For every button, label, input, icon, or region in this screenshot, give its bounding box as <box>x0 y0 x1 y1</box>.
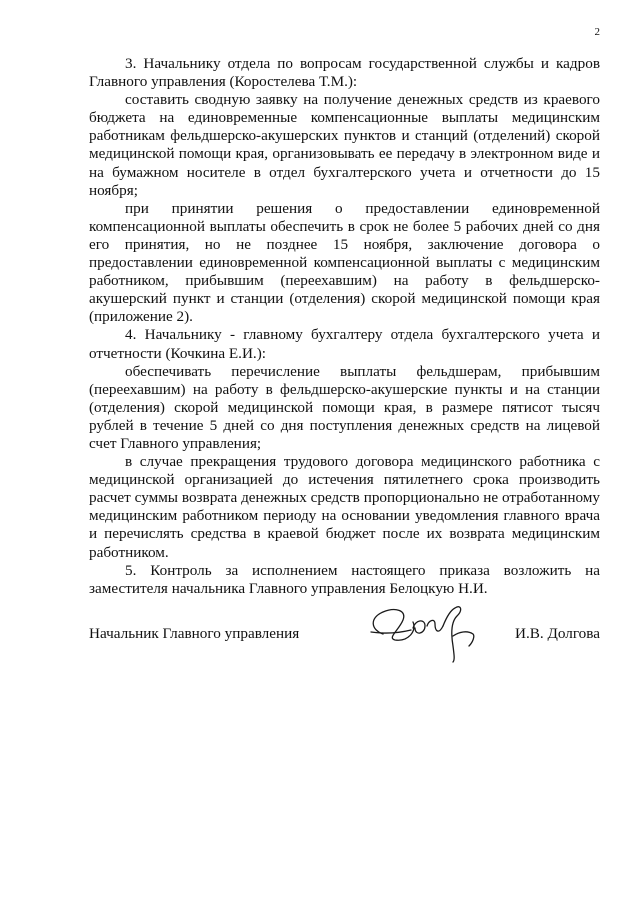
signatory-title: Начальник Главного управления <box>89 625 300 642</box>
paragraph-item-4: 4. Начальнику - главному бухгалтеру отдела бухгалтерского учета и отчетности (Кочкина Е.И.): <box>89 326 600 362</box>
page-number: 2 <box>594 26 600 38</box>
paragraph-subitem: при принятии решения о предоставлении единовременной компенсационной выплаты обеспечить в срок не более 5 рабочих дней со дня его принятия, но не позднее 15 ноября, заключение договора о предоставлении единовременной компенсационной выплаты с медицинским работником, прибывшим (переехавшим) на работу в фельдшерско-акушерский пункт и станции (отделения) скорой медицинской помощи края (приложение 2). <box>89 199 600 326</box>
paragraph-subitem: составить сводную заявку на получение денежных средств из краевого бюджета на единовременные компенсационные выплаты медицинским работникам фельдшерско-акушерских пунктов и станций (отделений) скорой медицинской помощи края, организовывать ее передачу в электронном виде и на бумажном носителе в отдел бухгалтерского учета и отчетности до 15 ноября; <box>89 91 600 199</box>
paragraph-subitem: обеспечивать перечисление выплаты фельдшерам, прибывшим (переехавшим) на работу в фельдшерско-акушерские пункты и на станции (отделения) скорой медицинской помощи края, в размере пятисот тысяч рублей в течение 5 дней со дня поступления денежных средств на лицевой счет Главного управления; <box>89 362 600 452</box>
paragraph-subitem: в случае прекращения трудового договора медицинского работника с медицинской организацией до истечения пятилетнего срока производить расчет суммы возврата денежных средств пропорционально не отработанному медицинским работником периоду на основании уведомления главного врача и перечислять средства в краевой бюджет после их возврата медицинским работником. <box>89 453 600 561</box>
paragraph-item-5: 5. Контроль за исполнением настоящего приказа возложить на заместителя начальника Главного управления Белоцкую Н.И. <box>89 561 600 597</box>
signature-block <box>89 590 600 670</box>
handwritten-signature-icon <box>365 590 490 665</box>
signatory-name: И.В. Долгова <box>515 625 600 642</box>
document-body <box>89 55 600 598</box>
paragraph-item-3: 3. Начальнику отдела по вопросам государственной службы и кадров Главного управления (Коростелева Т.М.): <box>89 55 600 91</box>
